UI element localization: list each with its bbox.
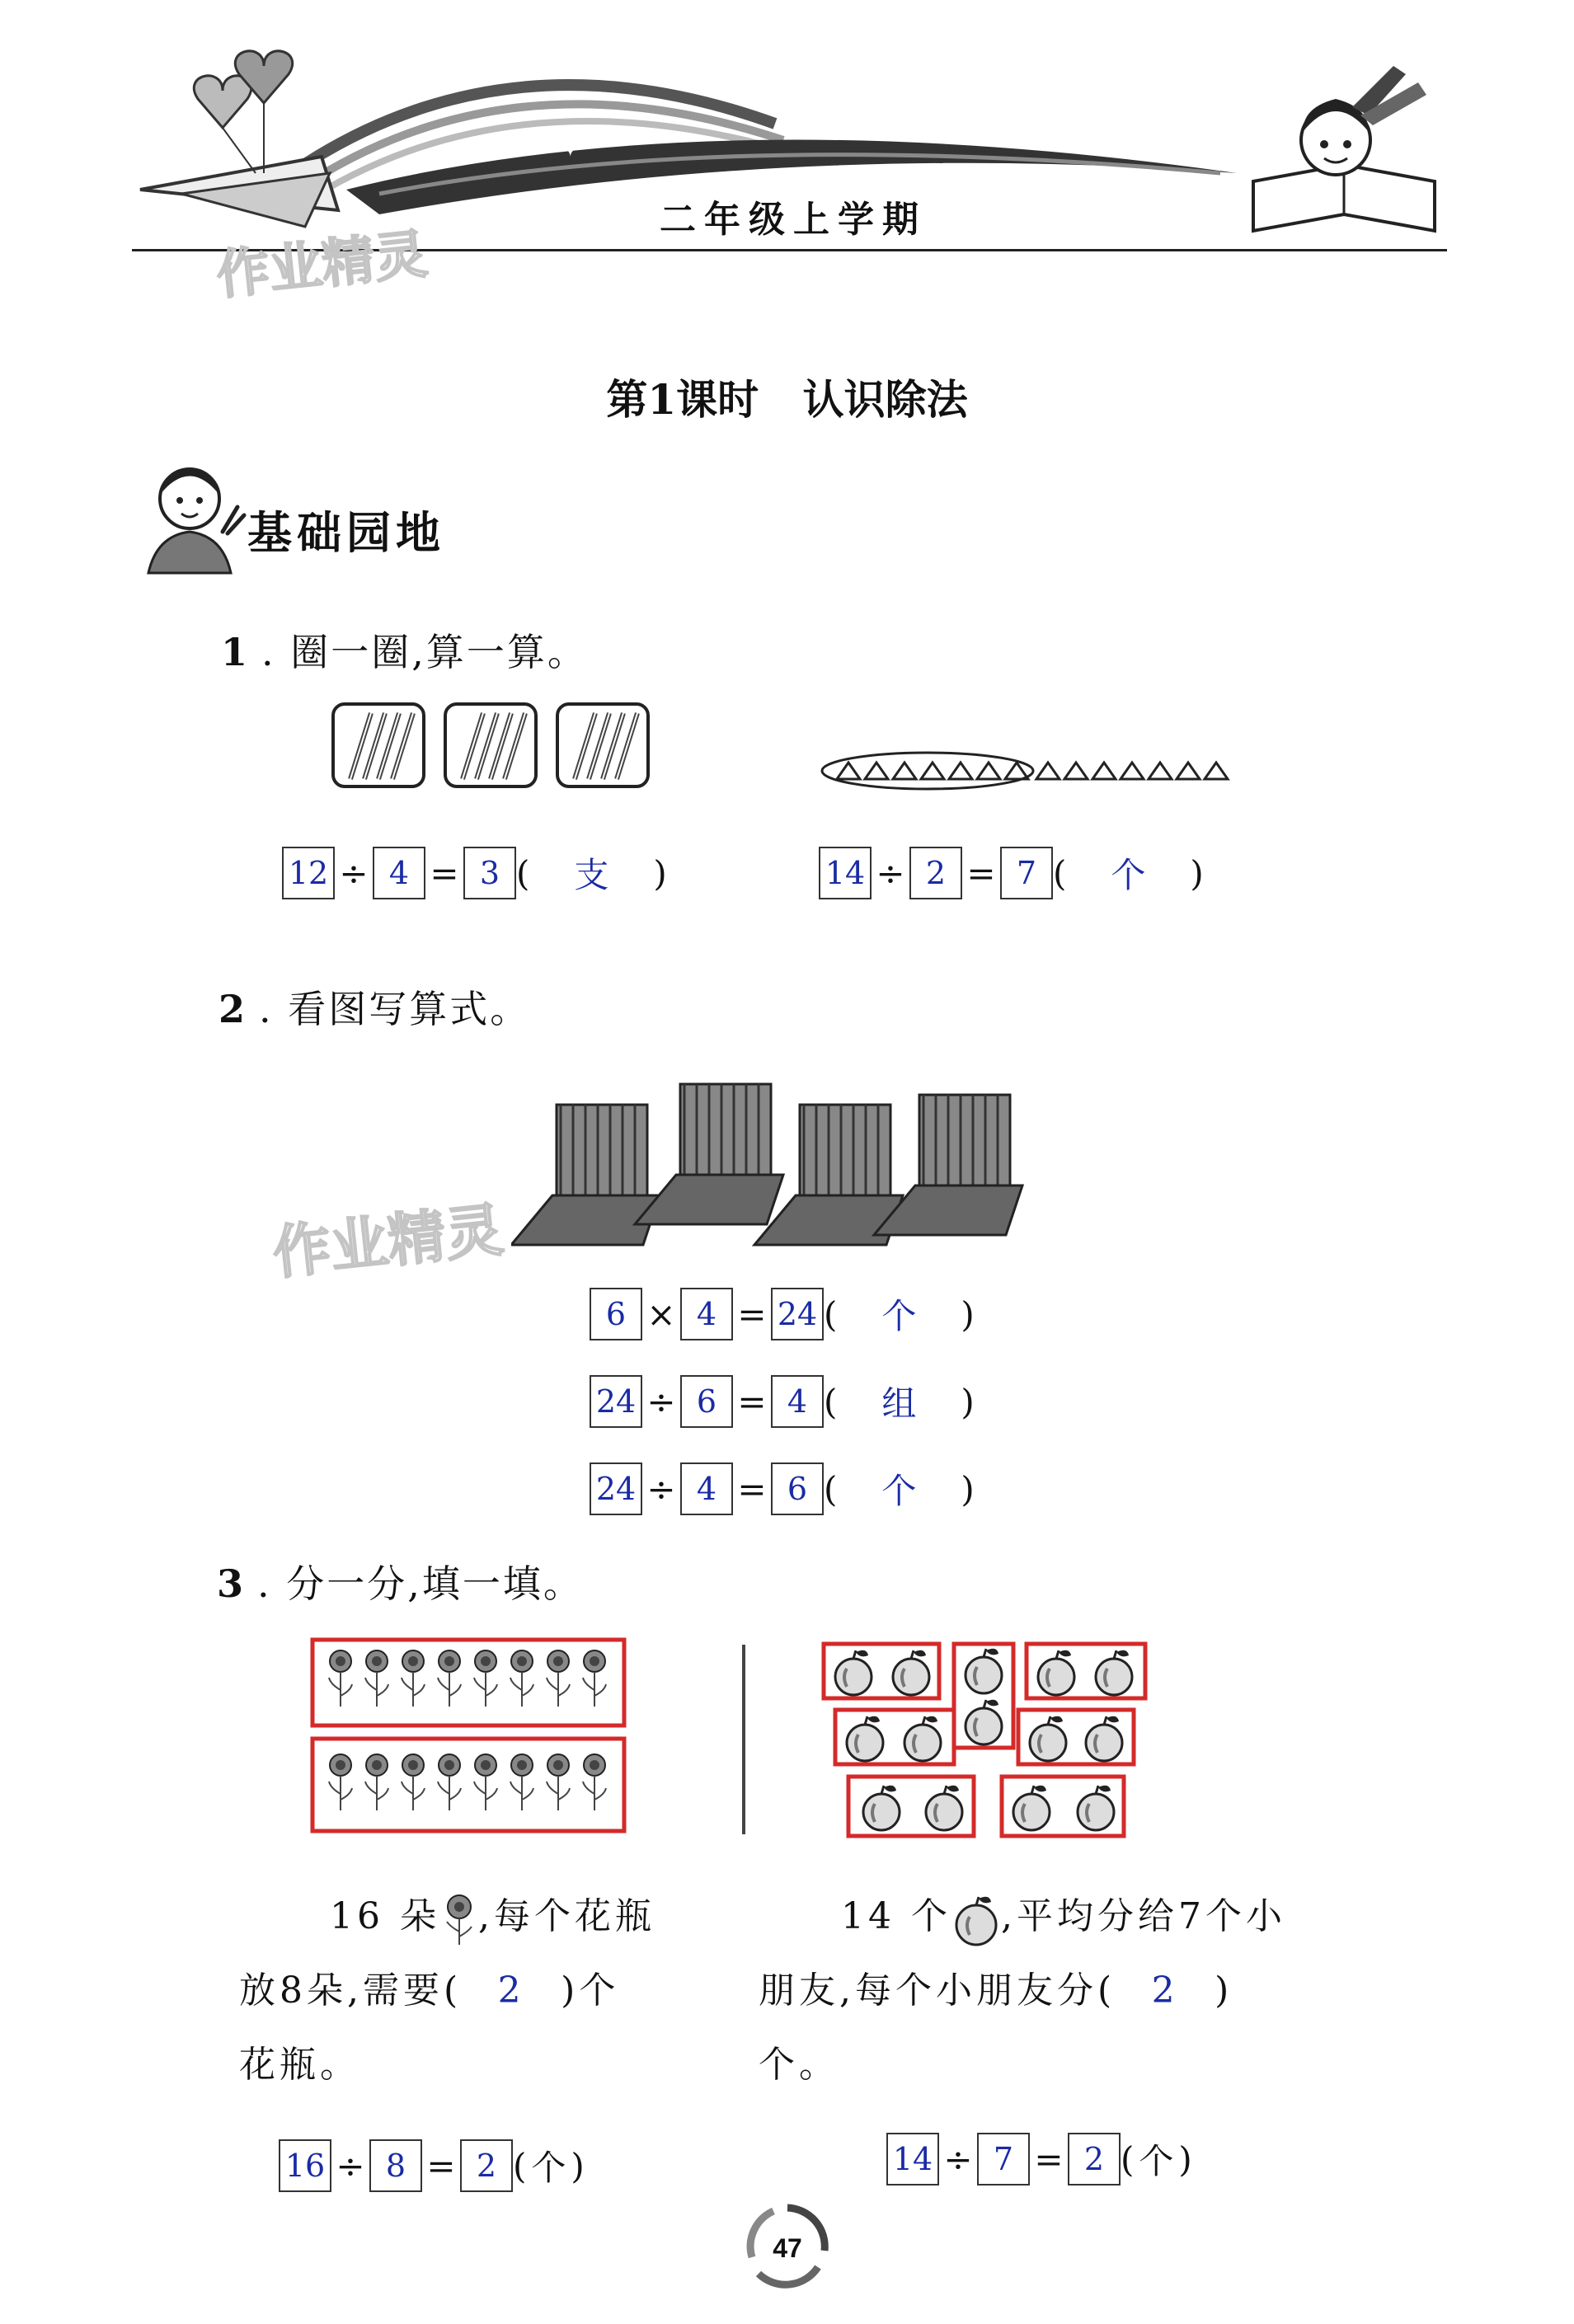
- q3-left-text: 16 朵 ,每个花瓶 放8朵,需要( 2 )个 花瓶。: [239, 1880, 701, 2102]
- corn-bundle: [635, 1084, 783, 1224]
- apple-icon: [951, 1890, 1001, 1948]
- answer-box[interactable]: 4: [680, 1462, 733, 1515]
- answer-box[interactable]: 4: [771, 1375, 824, 1428]
- answer-box[interactable]: 14: [819, 847, 872, 899]
- student-mascot-icon: [132, 458, 247, 577]
- section-title: 基础园地: [247, 507, 445, 559]
- answer-box[interactable]: 2: [460, 2139, 513, 2192]
- answer-box[interactable]: 24: [590, 1375, 642, 1428]
- question-1: 1 . 圈一圈,算一算。: [221, 630, 588, 674]
- answer-box[interactable]: 6: [680, 1375, 733, 1428]
- fill-answer[interactable]: 2: [1151, 1970, 1179, 2012]
- q2-equation-3: 24 ÷ 4 = 6 ( 个 ): [590, 1461, 975, 1517]
- question-number: 1: [221, 630, 251, 674]
- q3-left-equation: 16 ÷ 8 = 2 ( 个 ): [279, 2138, 585, 2194]
- flower-icon: [440, 1890, 478, 1948]
- question-prompt: 分一分,填一填。: [286, 1561, 584, 1606]
- answer-box[interactable]: 4: [373, 847, 425, 899]
- question-prompt: 圈一圈,算一算。: [290, 630, 588, 674]
- unit-answer[interactable]: 个: [1111, 855, 1146, 895]
- answer-box[interactable]: 24: [590, 1462, 642, 1515]
- lesson-name: 认识除法: [802, 375, 968, 424]
- pencil-groups: [330, 701, 660, 791]
- question-2: 2 . 看图写算式。: [218, 987, 531, 1031]
- unit-answer[interactable]: 个: [881, 1471, 917, 1511]
- pencil-box: [445, 704, 536, 786]
- q1-right-equation: 14 ÷ 2 = 7 ( 个 ): [819, 845, 1204, 901]
- question-number: 3: [217, 1561, 247, 1606]
- q3-right-equation: 14 ÷ 7 = 2 ( 个 ): [886, 2131, 1192, 2187]
- corn-bundle: [874, 1095, 1022, 1235]
- svg-text:✦: ✦: [561, 135, 580, 162]
- page-number-badge: [742, 2201, 833, 2292]
- triangle-row: [820, 746, 1249, 796]
- lesson-number: 第1课时: [606, 375, 759, 424]
- q3-right-text: 14 个 ,平均分给7个小 朋友,每个小朋友分( 2 ) 个。: [759, 1880, 1336, 2102]
- answer-box[interactable]: 14: [886, 2133, 939, 2185]
- apple-groups: [820, 1641, 1167, 1847]
- question-prompt: 看图写算式。: [288, 987, 531, 1031]
- question-number: 2: [218, 987, 248, 1031]
- pencil-box: [557, 704, 648, 786]
- lesson-title: [0, 367, 1574, 426]
- grade-label: 二年级上学期: [660, 199, 927, 241]
- corn-bundles-illustration: [511, 1072, 1039, 1261]
- answer-box[interactable]: 8: [369, 2139, 422, 2192]
- answer-box[interactable]: 24: [771, 1288, 824, 1340]
- q1-left-equation: 12 ÷ 4 = 3 ( 支 ): [282, 845, 667, 901]
- answer-box[interactable]: 2: [909, 847, 962, 899]
- answer-box[interactable]: 3: [463, 847, 516, 899]
- watermark: 作业精灵: [214, 223, 430, 308]
- pencil-box: [333, 704, 424, 786]
- watermark: 作业精灵: [270, 1195, 507, 1288]
- answer-box[interactable]: 6: [771, 1462, 824, 1515]
- answer-box[interactable]: 7: [1000, 847, 1053, 899]
- answer-box[interactable]: 16: [279, 2139, 331, 2192]
- answer-box[interactable]: 12: [282, 847, 335, 899]
- svg-text:✦: ✦: [1006, 118, 1027, 147]
- unit-answer[interactable]: 个: [881, 1296, 917, 1336]
- q2-equation-1: 6 × 4 = 24 ( 个 ): [590, 1286, 975, 1342]
- answer-box[interactable]: 7: [977, 2133, 1030, 2185]
- answer-box[interactable]: 2: [1068, 2133, 1121, 2185]
- answer-box[interactable]: 6: [590, 1288, 642, 1340]
- question-3: 3 . 分一分,填一填。: [217, 1561, 584, 1606]
- page-number: 47: [773, 2233, 802, 2263]
- q2-equation-2: 24 ÷ 6 = 4 ( 组 ): [590, 1373, 975, 1430]
- unit-answer[interactable]: 组: [881, 1383, 917, 1424]
- flower-groups: [309, 1636, 631, 1843]
- unit-answer[interactable]: 支: [574, 855, 609, 895]
- divider: [742, 1645, 745, 1834]
- fill-answer[interactable]: 2: [497, 1970, 525, 2012]
- answer-box[interactable]: 4: [680, 1288, 733, 1340]
